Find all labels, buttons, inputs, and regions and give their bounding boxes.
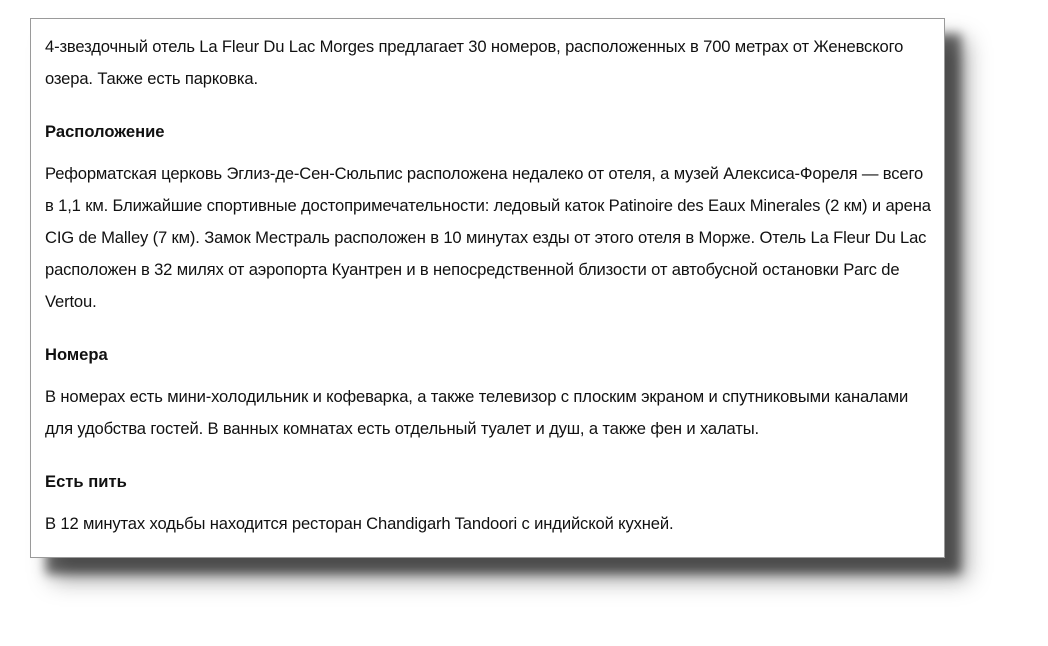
intro-paragraph: 4-звездочный отель La Fleur Du Lac Morges предлагает 30 номеров, расположенных в 700 метрах от Женевского озера. Также есть парковка. — [45, 37, 904, 88]
dining-heading: Есть пить — [45, 472, 127, 491]
location-heading: Расположение — [45, 122, 165, 141]
hotel-description-card — [30, 18, 945, 558]
rooms-paragraph: В номерах есть мини-холодильник и кофеварка, а также телевизор с плоским экраном и спутниковыми каналами для удобства гостей. В ванных комнатах есть отдельный туалет и душ, а также фен и халаты. — [45, 387, 909, 438]
dining-paragraph: В 12 минутах ходьбы находится ресторан Chandigarh Tandoori с индийской кухней. — [45, 514, 674, 533]
location-paragraph: Реформатская церковь Эглиз-де-Сен-Сюльпис расположена недалеко от отеля, а музей Алексиса-Фореля — всего в 1,1 км. Ближайшие спортивные достопримечательности: ледовый каток Patinoire des Eaux Minerales (2 км) и арена CIG de Malley (7 км). Замок Местраль расположен в 10 минутах езды от этого отеля в Морже. Отель La Fleur Du Lac расположен в 32 милях от аэропорта Куантрен и в непосредственной близости от автобусной остановки Parc de Vertou. — [45, 164, 931, 311]
rooms-heading: Номера — [45, 345, 108, 364]
